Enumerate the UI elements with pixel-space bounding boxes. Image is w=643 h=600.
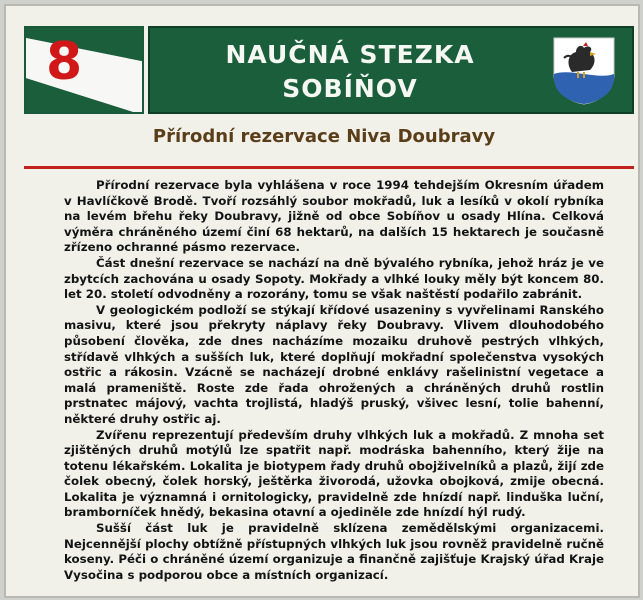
trail-title-line1: NAUČNÁ STEZKA bbox=[225, 40, 475, 69]
stop-number: 8 bbox=[46, 32, 83, 92]
reserve-title: Přírodní rezervace Niva Doubravy bbox=[152, 126, 496, 147]
description-text bbox=[64, 178, 604, 583]
paragraph: Přírodní rezervace byla vyhlášena v roce 1994 tehdejším Okresním úřadem v Havlíčkově Brodě. Tvoří rozsáhlý soubor mokřadů, luk a lesíků v okolí rybníka na levém břehu řeky Doubravy, jižně od obce Sobíňov u osady Hlína. Celková výměra chráněného území činí 68 hektarů, na dalších 15 hektarech je současně zřízeno ochranné pásmo rezervace. bbox=[64, 178, 604, 255]
village-crest-icon bbox=[550, 34, 618, 106]
trail-title-panel bbox=[148, 26, 634, 114]
trail-title-line2: SOBÍŇOV bbox=[282, 74, 418, 103]
red-divider bbox=[24, 166, 634, 169]
information-board bbox=[4, 4, 640, 598]
stop-number-panel bbox=[24, 26, 144, 114]
board-header bbox=[24, 26, 634, 114]
paragraph: Sušší část luk je pravidelně sklízena zemědělskými organizacemi. Nejcennější plochy obtížně přístupných vlhkých luk jsou rovněž pravidelně ručně koseny. Péči o chráněné území organizuje a finančně zajišťuje Krajský úřad Kraje Vysočina s podporou obce a místních organizací. bbox=[64, 521, 604, 582]
paragraph: Zvířenu reprezentují především druhy vlhkých luk a mokřadů. Z mnoha set zjištěných druhů motýlů lze spatřit např. modráska bahenního, který žije na totenu lékařském. Lokalita je biotypem řady druhů obojživelníků a plazů, žijí zde čolek obecný, čolek horský, ještěrka živorodá, užovka obojková, zmije obecná. Lokalita je významná i ornitologicky, pravidelně zde hnízdí např. linduška luční, bramborníček hnědý, bekasina otavní a ojediněle zde hnízdí hýl rudý. bbox=[64, 427, 604, 520]
paragraph: V geologickém podloží se stýkají křídové usazeniny s vyvřelinami Ranského masivu, které jsou překryty náplavy řeky Doubravy. Vlivem dlouhodobého působení člověka, zde dnes nacházíme mozaiku druhově pestrých vlhkých, střídavě vlhkých a sušších luk, které doplňují mokřadní společenstva vysokých ostřic a rákosin. Vzácně se nacházejí drobné enklávy rašelinistní vegetace a malá prameniště. Roste zde řada ohrožených a chráněných druhů rostlin prstnatec májový, vachta trojlistá, hladýš pruský, všivec lesní, tolie bahenní, některé druhy ostřic aj. bbox=[64, 302, 604, 426]
diagonal-stripe-graphic bbox=[26, 28, 144, 114]
paragraph: Část dnešní rezervace se nachází na dně bývalého rybníka, jehož hráz je ve zbytcích zachována u osady Sopoty. Mokřady a vlhké louky měly být koncem 80. let 20. století odvodněny a rozorány, tomu se však naštěstí podařilo zabránit. bbox=[64, 255, 604, 302]
